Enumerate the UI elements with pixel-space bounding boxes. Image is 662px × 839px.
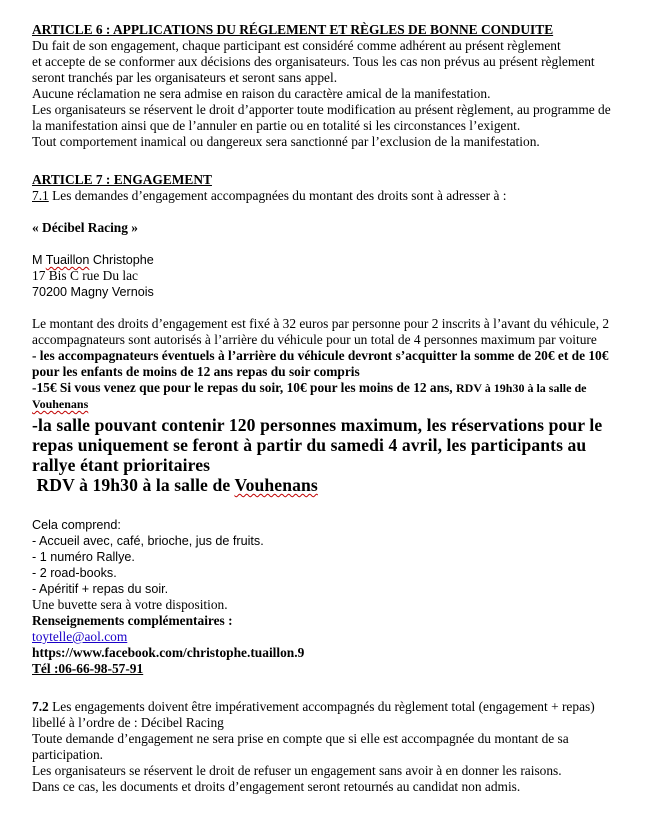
reservation-notice <box>32 415 647 495</box>
section-7-2-line6: Dans ce cas, les documents et droits d’engagement seront retournés au candidat non admis. <box>32 779 521 794</box>
rdv-line: RDV à 19h30 à la salle de Vouhenans <box>32 475 318 495</box>
info-title: Renseignements complémentaires : <box>32 613 233 628</box>
section-7-2-line3: Toute demande d’engagement ne sera prise en compte que si elle est accompagnée du montant de sa <box>32 731 569 746</box>
section-7-2-line5: Les organisateurs se réservent le droit de refuser un engagement sans avoir à en donner les raisons. <box>32 763 562 778</box>
includes-item: - Accueil avec, café, brioche, jus de fruits. <box>32 534 264 548</box>
section-7-1-number: 7.1 <box>32 188 49 203</box>
postal-address <box>32 252 647 300</box>
article6-paragraph2: Aucune réclamation ne sera admise en raison du caractère amical de la manifestation. <box>32 86 491 101</box>
includes-item: - 1 numéro Rallye. <box>32 550 135 564</box>
club-name: « Décibel Racing » <box>32 220 138 235</box>
spacer <box>32 236 647 252</box>
includes-item: - Apéritif + repas du soir. <box>32 582 169 596</box>
spacer <box>32 204 647 220</box>
includes-title: Cela comprend: <box>32 518 121 532</box>
rdv-place: Vouhenans <box>234 475 318 495</box>
fees-line1: Le montant des droits d’engagement est fixé à 32 euros par personne pour 2 inscrits à l’avant du véhicule, 2 <box>32 316 610 331</box>
article6-paragraph1-line2: et accepte de se conformer aux décisions des organisateurs. Tous les cas non prévus au présent règlement <box>32 54 595 69</box>
article7-title: ARTICLE 7 : ENGAGEMENT <box>32 172 212 187</box>
section-7-2-line1: 7.2 Les engagements doivent être impérativement accompagnés du règlement total (engagement + repas) <box>32 699 595 714</box>
spacer <box>32 495 647 517</box>
companion-fee-line1: - les accompagnateurs éventuels à l’arrière du véhicule devront s’acquitter la somme de 20€ et de 10€ <box>32 348 609 363</box>
section-7-2-line4: participation. <box>32 747 104 762</box>
buvette-note: Une buvette sera à votre disposition. <box>32 597 228 612</box>
reservation-line3: rallye étant prioritaires <box>32 455 211 475</box>
article6-paragraph3-line1: Les organisateurs se réservent le droit d’apporter toute modification au présent règlement, au programme de <box>32 102 611 117</box>
document-page <box>32 22 647 795</box>
fees-line2: accompagnateurs sont autorisés à l’arrière du véhicule pour un total de 4 personnes maximum par voiture <box>32 332 597 347</box>
includes-list <box>32 517 647 597</box>
facebook-link[interactable]: https://www.facebook.com/christophe.tuaillon.9 <box>32 645 305 660</box>
reservation-line2: repas uniquement se feront à partir du samedi 4 avril, les participants au <box>32 435 587 455</box>
spacer <box>32 150 647 172</box>
article6-paragraph1-line3: seront tranchés par les organisateurs et seront sans appel. <box>32 70 338 85</box>
section-7-2-number: 7.2 <box>32 699 49 714</box>
address-street: 17 Bis C rue Du lac <box>32 268 138 283</box>
section-7-1-text: Les demandes d’engagement accompagnées du montant des droits sont à adresser à : <box>48 188 507 203</box>
phone-number: Tél :06-66-98-57-91 <box>32 661 144 676</box>
article6-title: ARTICLE 6 : APPLICATIONS DU RÉGLEMENT ET RÈGLES DE BONNE CONDUITE <box>32 22 554 37</box>
address-city: 70200 Magny Vernois <box>32 285 154 299</box>
dinner-only-place: Vouhenans <box>32 397 89 411</box>
section-7-1 <box>32 188 647 204</box>
section-7-2-line2: libellé à l’ordre de : Décibel Racing <box>32 715 224 730</box>
includes-item: - 2 road-books. <box>32 566 117 580</box>
companion-fee-line2: pour les enfants de moins de 12 ans repas du soir compris <box>32 364 360 379</box>
article6-paragraph1-line1: Du fait de son engagement, chaque participant est considéré comme adhérent au présent règlement <box>32 38 561 53</box>
reservation-line1: -la salle pouvant contenir 120 personnes maximum, les réservations pour le <box>32 415 603 435</box>
dinner-only-fee: -15€ Si vous venez que pour le repas du soir, 10€ pour les moins de 12 ans, RDV à 19h30 à la salle de <box>32 380 587 395</box>
article6-paragraph4: Tout comportement inamical ou dangereux sera sanctionné par l’exclusion de la manifestation. <box>32 134 540 149</box>
spacer <box>32 300 647 316</box>
address-name: M Tuaillon Christophe <box>32 253 154 267</box>
article6-paragraph3-line2: la manifestation ainsi que de l’annuler en partie ou en totalité si les circonstances l’exigent. <box>32 118 521 133</box>
email-link[interactable]: toytelle@aol.com <box>32 629 128 644</box>
address-surname: Tuaillon <box>45 253 90 267</box>
spacer <box>32 677 647 699</box>
